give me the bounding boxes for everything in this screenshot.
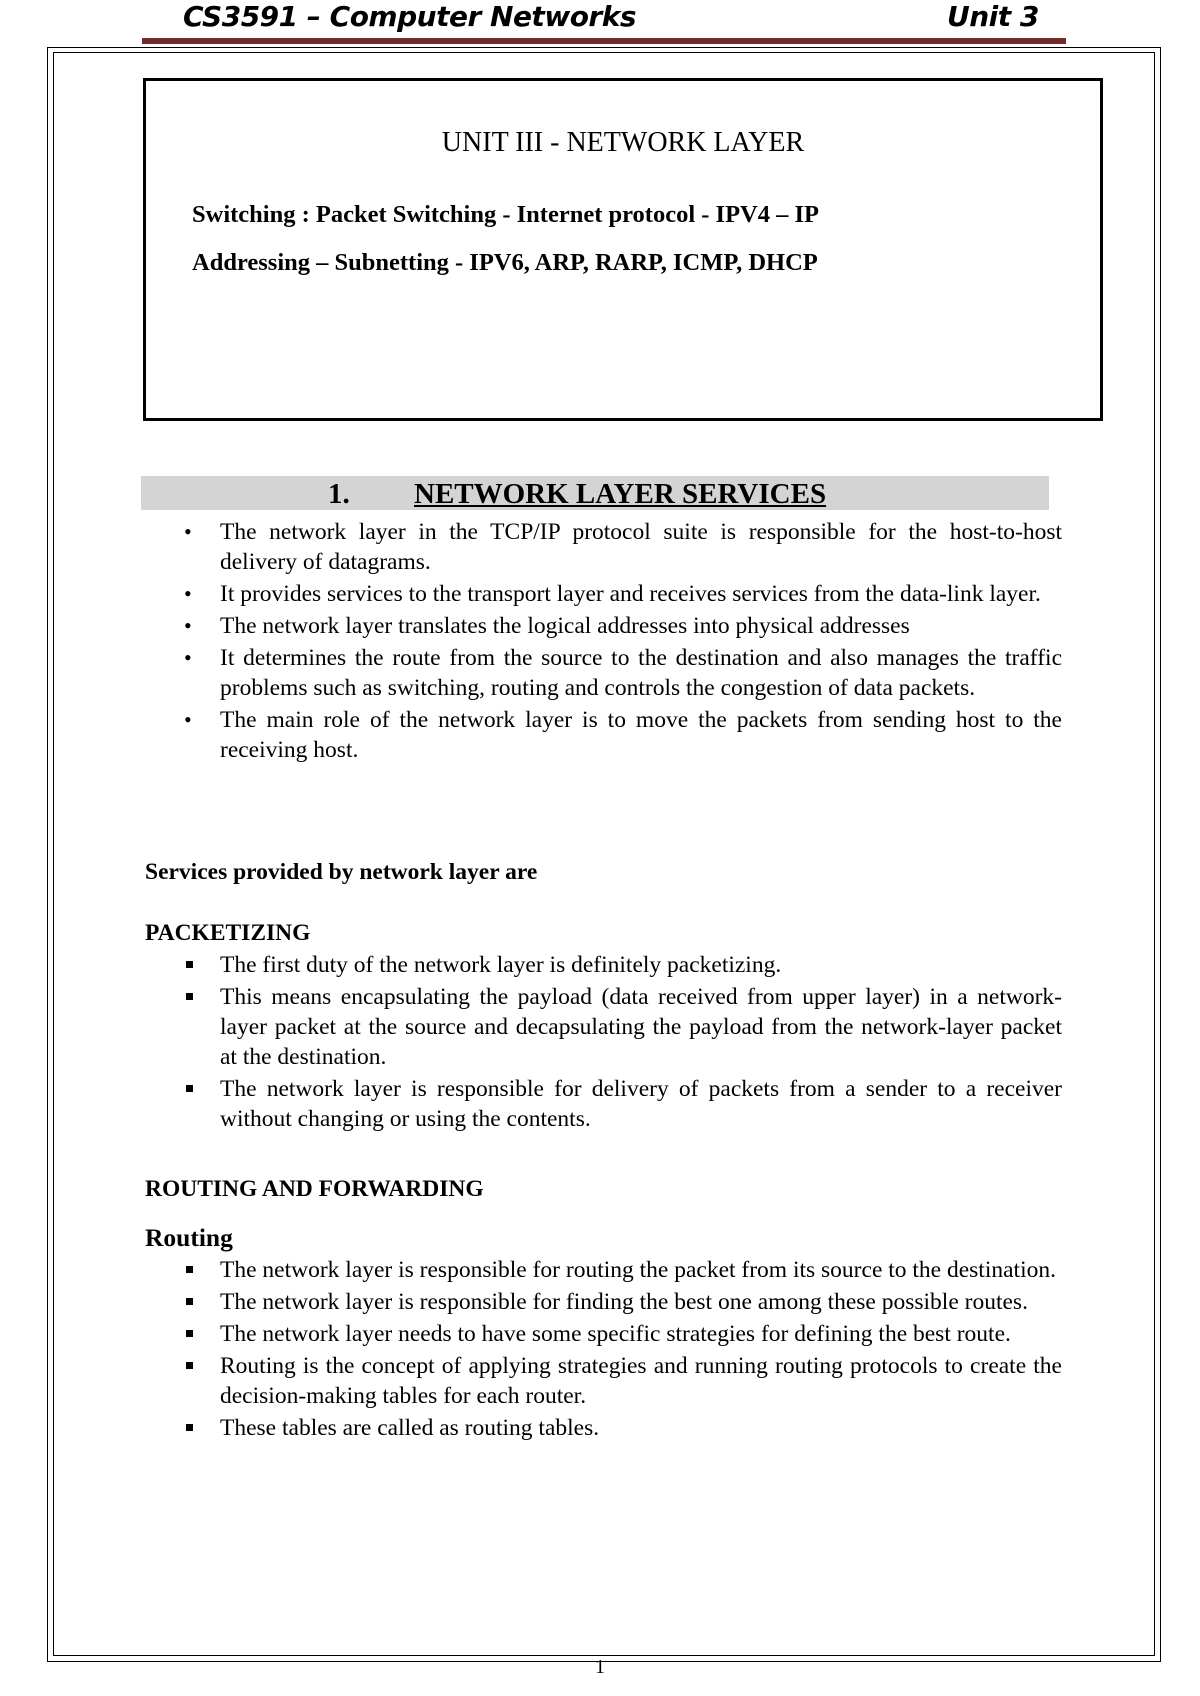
list-item: • The network layer in the TCP/IP protocol suite is responsible for the host-to-host delivery of datagrams. [182,517,1062,577]
page-number: 1 [595,1656,605,1678]
list-item: The network layer is responsible for delivery of packets from a sender to a receiver without changing or using the contents. [182,1074,1062,1134]
syllabus-line: Switching : Packet Switching - Internet protocol - IPV4 – IP [192,201,819,228]
list-item: • It provides services to the transport layer and receives services from the data-link layer. [182,579,1062,609]
list-item: Routing is the concept of applying strategies and running routing protocols to create the decision-making tables for each router. [182,1351,1062,1411]
unit-summary-box [143,78,1103,421]
unit-title: UNIT III - NETWORK LAYER [441,127,805,158]
list-item: The network layer needs to have some specific strategies for defining the best route. [182,1319,1062,1349]
list-item: • It determines the route from the source to the destination and also manages the traffic problems such as switching, routing and controls the congestion of data packets. [182,643,1062,703]
list-item: The first duty of the network layer is definitely packetizing. [182,950,1062,980]
network-layer-bullet-list [182,517,1062,767]
section-number: 1. [328,478,350,510]
header-unit-label: Unit 3 [947,0,1039,33]
syllabus-line: Addressing – Subnetting - IPV6, ARP, RARP, ICMP, DHCP [192,249,818,276]
list-item: The network layer is responsible for routing the packet from its source to the destination. [182,1255,1062,1285]
routing-forwarding-heading: ROUTING AND FORWARDING [145,1176,484,1202]
unit-syllabus [192,191,952,287]
list-item: The network layer is responsible for finding the best one among these possible routes. [182,1287,1062,1317]
packetizing-heading: PACKETIZING [145,920,311,946]
header-rule [142,38,1066,44]
routing-bullet-list [182,1255,1062,1445]
services-heading: Services provided by network layer are [145,859,538,885]
list-item: • The main role of the network layer is to move the packets from sending host to the receiving host. [182,705,1062,765]
list-item: • The network layer translates the logical addresses into physical addresses [182,611,1062,641]
list-item: These tables are called as routing tables. [182,1413,1062,1443]
routing-heading: Routing [145,1223,233,1252]
header-course-title: CS3591 – Computer Networks [183,0,637,33]
list-item: This means encapsulating the payload (data received from upper layer) in a network-layer packet at the source and decapsulating the payload from the network-layer packet at the destination. [182,982,1062,1072]
packetizing-bullet-list [182,950,1062,1136]
section-title: NETWORK LAYER SERVICES [414,478,827,510]
